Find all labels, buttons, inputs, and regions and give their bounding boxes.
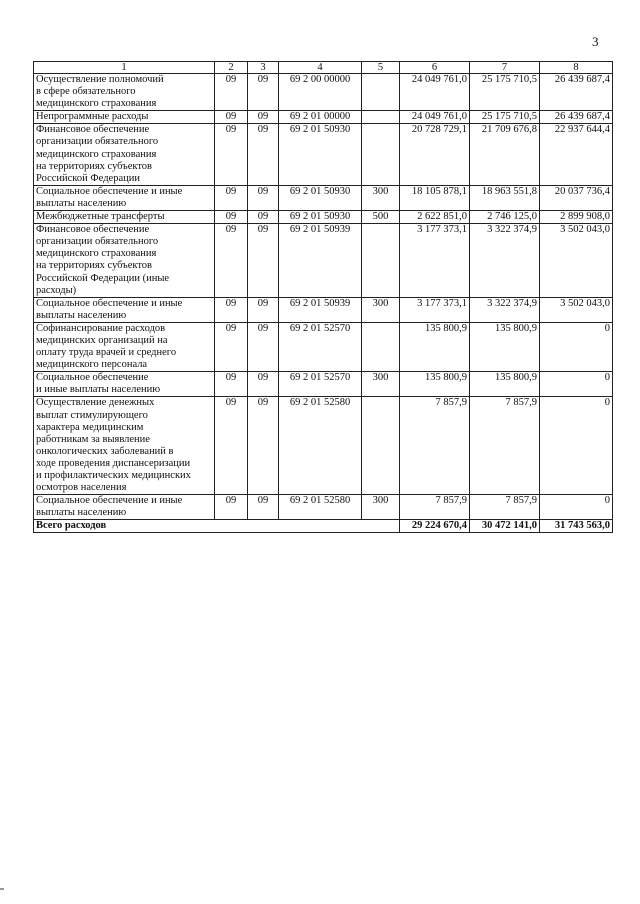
cell-subsection: 09	[248, 211, 279, 224]
total-label: Всего расходов	[34, 520, 400, 533]
cell-amount-col6: 7 857,9	[400, 397, 470, 495]
column-header: 1	[34, 62, 215, 74]
cell-subsection: 09	[248, 74, 279, 111]
cell-amount-col8: 26 439 687,4	[540, 111, 613, 124]
cell-section: 09	[215, 211, 248, 224]
cell-amount-col7: 21 709 676,8	[470, 124, 540, 185]
cell-expense-type	[362, 111, 400, 124]
table-row	[34, 211, 613, 224]
cell-target-article: 69 2 01 52580	[279, 495, 362, 520]
cell-amount-col6: 3 177 373,1	[400, 224, 470, 298]
table-row	[34, 124, 613, 185]
table-row	[34, 372, 613, 397]
cell-section: 09	[215, 111, 248, 124]
cell-expense-type	[362, 74, 400, 111]
cell-subsection: 09	[248, 322, 279, 371]
cell-amount-col8: 0	[540, 495, 613, 520]
cell-section: 09	[215, 297, 248, 322]
cell-expense-name: Финансовое обеспечение организации обязательного медицинского страхования на территориях субъектов Российской Федерации	[34, 124, 215, 185]
cell-subsection: 09	[248, 185, 279, 210]
column-header: 6	[400, 62, 470, 74]
cell-subsection: 09	[248, 224, 279, 298]
cell-expense-name: Финансовое обеспечение организации обязательного медицинского страхования на территориях субъектов Российской Федерации (иные расходы)	[34, 224, 215, 298]
cell-expense-name: Социальное обеспечение и иные выплаты населению	[34, 185, 215, 210]
cell-expense-name: Межбюджетные трансферты	[34, 211, 215, 224]
scan-mark	[0, 888, 4, 890]
column-header: 3	[248, 62, 279, 74]
cell-section: 09	[215, 322, 248, 371]
cell-section: 09	[215, 495, 248, 520]
table-row	[34, 297, 613, 322]
cell-section: 09	[215, 185, 248, 210]
cell-amount-col7: 7 857,9	[470, 397, 540, 495]
cell-amount-col8: 26 439 687,4	[540, 74, 613, 111]
cell-section: 09	[215, 372, 248, 397]
cell-amount-col7: 135 800,9	[470, 322, 540, 371]
cell-subsection: 09	[248, 124, 279, 185]
cell-amount-col6: 7 857,9	[400, 495, 470, 520]
cell-amount-col6: 2 622 851,0	[400, 211, 470, 224]
cell-subsection: 09	[248, 111, 279, 124]
cell-target-article: 69 2 01 50930	[279, 185, 362, 210]
cell-expense-type	[362, 397, 400, 495]
table-header-row	[34, 62, 613, 74]
cell-expense-name: Непрограммные расходы	[34, 111, 215, 124]
cell-amount-col6: 18 105 878,1	[400, 185, 470, 210]
cell-amount-col8: 0	[540, 322, 613, 371]
cell-subsection: 09	[248, 397, 279, 495]
cell-expense-type: 300	[362, 495, 400, 520]
cell-expense-type: 300	[362, 372, 400, 397]
cell-target-article: 69 2 00 00000	[279, 74, 362, 111]
cell-amount-col7: 18 963 551,8	[470, 185, 540, 210]
cell-target-article: 69 2 01 50939	[279, 297, 362, 322]
cell-target-article: 69 2 01 50930	[279, 124, 362, 185]
cell-amount-col6: 20 728 729,1	[400, 124, 470, 185]
cell-target-article: 69 2 01 50930	[279, 211, 362, 224]
cell-amount-col8: 20 037 736,4	[540, 185, 613, 210]
cell-expense-type: 300	[362, 185, 400, 210]
cell-section: 09	[215, 124, 248, 185]
total-value-col7: 30 472 141,0	[470, 520, 540, 533]
cell-amount-col7: 135 800,9	[470, 372, 540, 397]
cell-amount-col7: 25 175 710,5	[470, 111, 540, 124]
cell-amount-col8: 2 899 908,0	[540, 211, 613, 224]
cell-amount-col8: 0	[540, 397, 613, 495]
column-header: 2	[215, 62, 248, 74]
cell-expense-type: 500	[362, 211, 400, 224]
cell-target-article: 69 2 01 00000	[279, 111, 362, 124]
cell-expense-name: Софинансирование расходов медицинских организаций на оплату труда врачей и среднего медицинского персонала	[34, 322, 215, 371]
cell-expense-name: Социальное обеспечение и иные выплаты населению	[34, 372, 215, 397]
column-header: 5	[362, 62, 400, 74]
cell-expense-name: Социальное обеспечение и иные выплаты населению	[34, 495, 215, 520]
cell-subsection: 09	[248, 495, 279, 520]
column-header: 4	[279, 62, 362, 74]
cell-amount-col8: 0	[540, 372, 613, 397]
cell-expense-type	[362, 322, 400, 371]
cell-target-article: 69 2 01 52570	[279, 372, 362, 397]
cell-amount-col8: 3 502 043,0	[540, 224, 613, 298]
table-row	[34, 74, 613, 111]
cell-subsection: 09	[248, 297, 279, 322]
cell-subsection: 09	[248, 372, 279, 397]
cell-amount-col6: 24 049 761,0	[400, 74, 470, 111]
cell-section: 09	[215, 224, 248, 298]
page-number: 3	[592, 34, 599, 49]
cell-amount-col6: 24 049 761,0	[400, 111, 470, 124]
cell-amount-col6: 135 800,9	[400, 322, 470, 371]
table-row	[34, 224, 613, 298]
cell-amount-col7: 7 857,9	[470, 495, 540, 520]
total-value-col8: 31 743 563,0	[540, 520, 613, 533]
table-row	[34, 495, 613, 520]
table-row	[34, 185, 613, 210]
cell-target-article: 69 2 01 50939	[279, 224, 362, 298]
table-row	[34, 111, 613, 124]
cell-expense-name: Осуществление полномочий в сфере обязательного медицинского страхования	[34, 74, 215, 111]
total-row	[34, 520, 613, 533]
cell-expense-name: Осуществление денежных выплат стимулирующего характера медицинским работникам за выявление онкологических заболеваний в ходе проведения диспансеризации и профилактических медицинских осмотров населения	[34, 397, 215, 495]
cell-amount-col7: 25 175 710,5	[470, 74, 540, 111]
cell-amount-col6: 3 177 373,1	[400, 297, 470, 322]
column-header: 7	[470, 62, 540, 74]
cell-expense-type: 300	[362, 297, 400, 322]
total-value-col6: 29 224 670,4	[400, 520, 470, 533]
cell-expense-type	[362, 124, 400, 185]
budget-table	[33, 61, 613, 533]
table-row	[34, 322, 613, 371]
cell-target-article: 69 2 01 52580	[279, 397, 362, 495]
cell-amount-col8: 3 502 043,0	[540, 297, 613, 322]
column-header: 8	[540, 62, 613, 74]
table-row	[34, 397, 613, 495]
cell-target-article: 69 2 01 52570	[279, 322, 362, 371]
cell-amount-col7: 3 322 374,9	[470, 224, 540, 298]
cell-amount-col8: 22 937 644,4	[540, 124, 613, 185]
table-body	[34, 74, 613, 520]
cell-amount-col7: 2 746 125,0	[470, 211, 540, 224]
cell-amount-col6: 135 800,9	[400, 372, 470, 397]
cell-expense-name: Социальное обеспечение и иные выплаты населению	[34, 297, 215, 322]
cell-amount-col7: 3 322 374,9	[470, 297, 540, 322]
cell-section: 09	[215, 397, 248, 495]
cell-section: 09	[215, 74, 248, 111]
cell-expense-type	[362, 224, 400, 298]
